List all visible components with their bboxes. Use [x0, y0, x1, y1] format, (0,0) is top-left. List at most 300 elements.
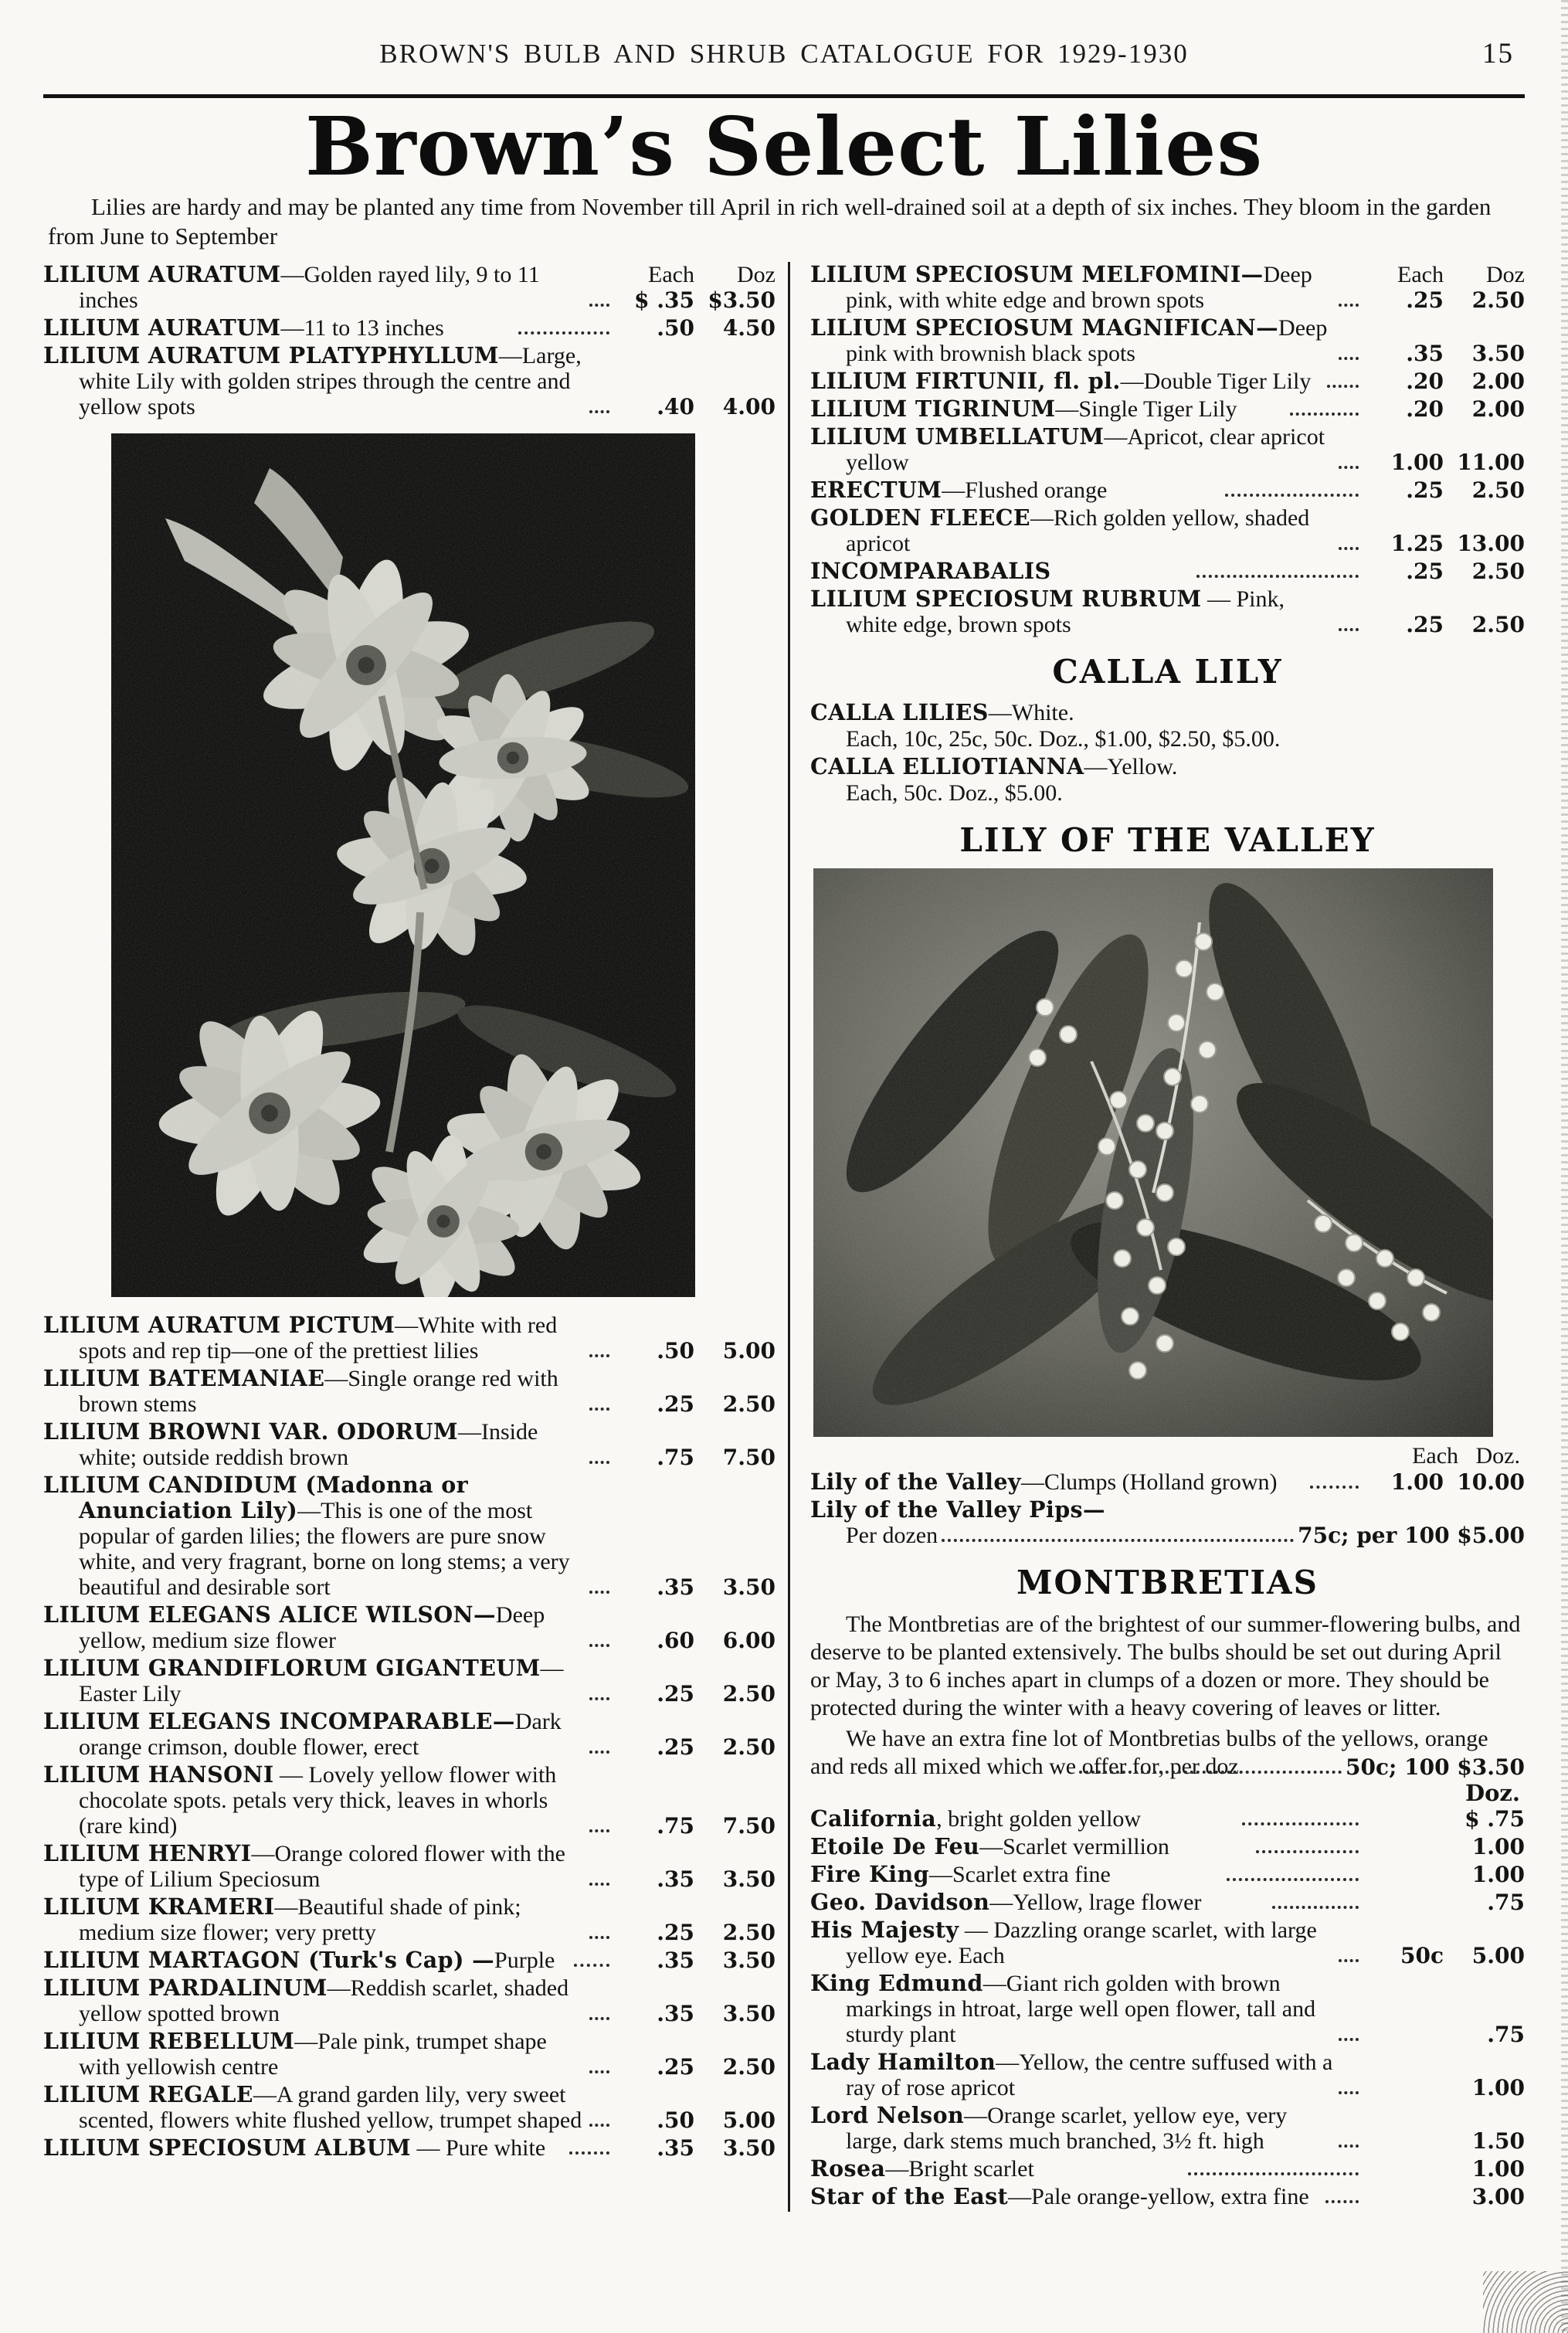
- variety-description: —White with red spots and rep tip—one of the prettiest lilies: [79, 1313, 558, 1364]
- variety-description: —Yellow, the centre suffused with a ray of rose apricot: [846, 2049, 1333, 2101]
- variety-description: —This is one of the most popular of garden lilies; the flowers are pure snow white, and very fragrant, borne on long stems; a very beautiful and desirable sort: [79, 1498, 570, 1601]
- price-doz: $ .75: [1464, 1806, 1526, 1832]
- lily-of-the-valley-heading: LILY OF THE VALLEY: [959, 821, 1376, 860]
- dotted-leader: [589, 410, 609, 413]
- price-list-entry: [43, 1709, 776, 1760]
- dotted-leader: [1325, 2200, 1359, 2203]
- dotted-leader: [589, 2070, 609, 2073]
- variety-name: Lord Nelson: [810, 2102, 965, 2129]
- price-each: .35: [1406, 341, 1444, 367]
- variety-name: LILIUM HENRYI: [43, 1840, 252, 1867]
- price-list-entry: [810, 2156, 1525, 2182]
- price-doz: 1.00: [1471, 1862, 1525, 1888]
- price-each: .25: [657, 1734, 694, 1761]
- dotted-leader: [589, 1408, 609, 1411]
- scan-corner-noise: [1483, 2271, 1568, 2333]
- price-list-entry: [810, 1806, 1525, 1832]
- prices: [1363, 477, 1525, 503]
- variety-description: —Inside white; outside reddish brown: [79, 1419, 538, 1471]
- dotted-leader: [589, 1354, 609, 1357]
- variety-name: ERECTUM: [810, 477, 942, 504]
- variety-name: Lady Hamilton: [810, 2049, 996, 2076]
- variety-description: —Easter Lily: [79, 1656, 564, 1707]
- variety-name: LILIUM ELEGANS ALICE WILSON—: [43, 1601, 496, 1628]
- variety-description: — Pink, white edge, brown spots: [846, 586, 1285, 638]
- left-column: [43, 262, 790, 2212]
- prices: [613, 1338, 776, 1363]
- price-doz: 3.50: [722, 1574, 776, 1601]
- variety-name: LILIUM CANDIDUM (Madonna or Anunciation Lily): [43, 1472, 469, 1524]
- price-detail: Each, 50c. Doz., $5.00.: [846, 780, 1063, 807]
- variety-description: Deep pink with brownish black spots: [846, 315, 1328, 367]
- calla-lily-list: [810, 700, 1525, 806]
- page-title: Brown’s Select Lilies: [304, 99, 1264, 194]
- montbretias-heading: MONTBRETIAS: [1016, 1564, 1319, 1602]
- price-each: .50: [657, 1338, 694, 1364]
- dotted-leader: [574, 1964, 609, 1967]
- dotted-leader: [589, 1883, 609, 1886]
- intro-paragraph: Lilies are hardy and may be planted any time from November till April in rich well-drained soil at a depth of six inches. They bloom in the garden from June to September: [48, 193, 1492, 250]
- prices: [1363, 287, 1525, 313]
- dotted-leader: [589, 1644, 609, 1647]
- dotted-leader: [1339, 2145, 1359, 2148]
- price-each: .25: [1406, 477, 1444, 504]
- prices: [1363, 2184, 1525, 2209]
- price-doz: .75: [1487, 1890, 1526, 1916]
- price-list-entry: [43, 315, 776, 341]
- dotted-leader: [518, 331, 609, 334]
- variety-name: LILIUM BATEMANIAE: [43, 1365, 325, 1392]
- prices: [1363, 1806, 1525, 1832]
- price-each: .25: [1406, 559, 1444, 585]
- price-doz: 13.00: [1457, 531, 1525, 557]
- prices: [1363, 2156, 1525, 2182]
- running-header: [43, 32, 1525, 74]
- variety-description: —White.: [988, 700, 1074, 726]
- price-list-entry: [43, 2029, 776, 2080]
- variety-description: —Double Tiger Lily: [1120, 368, 1312, 395]
- variety-description: —Yellow, lrage flower: [989, 1890, 1202, 1916]
- variety-description: —Flushed orange: [942, 477, 1108, 504]
- dotted-leader: [569, 2151, 609, 2155]
- variety-name: King Edmund: [810, 1970, 983, 1997]
- price-list-entry: [43, 1419, 776, 1470]
- variety-name: His Majesty: [810, 1917, 959, 1944]
- dotted-leader: [589, 2017, 609, 2020]
- variety-name: LILIUM SPECIOSUM ALBUM: [43, 2134, 411, 2162]
- price-list-entry: [43, 343, 776, 419]
- price-column-header: Doz: [737, 262, 776, 288]
- lily-of-the-valley-photo: [813, 868, 1493, 1437]
- price-each: $ .35: [634, 287, 694, 314]
- price-list-entry: [810, 1497, 1525, 1548]
- price-list-entry: [43, 1841, 776, 1892]
- variety-description: Dark orange crimson, double flower, erect: [79, 1709, 562, 1761]
- price-doz: 7.50: [722, 1813, 776, 1839]
- prices: [1363, 559, 1525, 584]
- price-list-entry: [810, 424, 1525, 475]
- price-list-entry: [43, 1948, 776, 1973]
- variety-description: —Bright scarlet: [885, 2156, 1034, 2182]
- dotted-leader: [1339, 2038, 1359, 2041]
- price-doz: 2.50: [722, 2054, 776, 2080]
- prices: [613, 315, 776, 341]
- variety-name: LILIUM AURATUM PLATYPHYLLUM: [43, 342, 499, 369]
- price-doz: .75: [1487, 2022, 1525, 2048]
- price-doz: $3.50: [708, 287, 776, 314]
- price-doz: 11.00: [1457, 450, 1525, 476]
- variety-name: Etoile De Feu: [810, 1833, 980, 1860]
- prices: [613, 1948, 776, 1973]
- right-column: [790, 262, 1525, 2212]
- variety-name: LILIUM PARDALINUM: [43, 1975, 328, 2002]
- prices: [613, 1920, 776, 1945]
- price-list-entry: [43, 262, 776, 313]
- price-column-header: Each: [648, 262, 694, 288]
- variety-name: LILIUM REBELLUM: [43, 2028, 295, 2055]
- prices: [613, 1445, 776, 1470]
- price-list-entry: [43, 1656, 776, 1706]
- prices: [1363, 1834, 1525, 1859]
- price-list-entry: [810, 1971, 1525, 2047]
- price-list-entry: [810, 477, 1525, 503]
- price-each: .25: [1406, 287, 1444, 314]
- prices: [1363, 1890, 1525, 1915]
- prices: [613, 394, 776, 419]
- price-doz: 2.50: [722, 1681, 776, 1707]
- dotted-leader: [1339, 357, 1359, 360]
- price-doz: 2.50: [722, 1734, 776, 1761]
- variety-name: LILIUM REGALE: [43, 2081, 253, 2108]
- price-doz: 6.00: [722, 1628, 776, 1654]
- price-each: 1.25: [1390, 531, 1444, 557]
- price-each: .25: [657, 2054, 694, 2080]
- variety-name: LILIUM UMBELLATUM: [810, 423, 1105, 450]
- dotted-leader: [1242, 1822, 1359, 1825]
- price-each: 1.00: [1390, 1469, 1444, 1496]
- prices: [613, 2054, 776, 2080]
- dotted-leader: [589, 1461, 609, 1464]
- price-list-entry: [43, 1366, 776, 1417]
- variety-name: LILIUM TIGRINUM: [810, 396, 1056, 423]
- dotted-leader: [589, 1751, 609, 1754]
- dotted-leader: [1310, 1486, 1359, 1489]
- dotted-leader: [1079, 1771, 1342, 1774]
- prices: [613, 1681, 776, 1706]
- variety-description: Purple: [494, 1948, 555, 1974]
- price-each: .20: [1406, 368, 1444, 395]
- variety-name: Fire King: [810, 1861, 929, 1888]
- variety-description: —Pale orange-yellow, extra fine: [1008, 2184, 1309, 2210]
- variety-name: LILIUM SPECIOSUM RUBRUM: [810, 586, 1202, 613]
- variety-description: —Scarlet vermillion: [979, 1834, 1169, 1860]
- price-each: .50: [657, 315, 695, 341]
- variety-name: LILIUM MARTAGON (Turk's Cap) —: [43, 1947, 495, 1974]
- price-list-entry: [43, 1313, 776, 1363]
- variety-description: —Clumps (Holland grown): [1020, 1469, 1278, 1496]
- prices: [1363, 2075, 1525, 2100]
- price-doz: 2.00: [1471, 396, 1525, 423]
- variety-name: Lily of the Valley: [810, 1469, 1021, 1496]
- prices: [613, 287, 776, 313]
- dotted-leader: [589, 2124, 609, 2127]
- prices: [613, 1391, 776, 1417]
- price-doz: 5.00: [1471, 1943, 1525, 1969]
- price-doz: 1.00: [1471, 2075, 1525, 2101]
- prices: [1363, 2128, 1525, 2154]
- price-doz: 5.00: [722, 2107, 776, 2134]
- price-list-entry: [810, 1862, 1525, 1887]
- montbretias-paragraph-1: The Montbretias are of the brightest of our summer-flowering bulbs, and deserve to be planted extensively. The bulbs should be set out during April or May, 3 to 6 inches apart in clumps of a dozen or more. They should be protected during the winter with a heavy covering of leaves or litter.: [810, 1611, 1521, 1721]
- variety-description: —Golden rayed lily, 9 to 11 inches: [79, 262, 540, 314]
- variety-name: LILIUM KRAMERI: [43, 1893, 275, 1920]
- prices: [613, 1628, 776, 1653]
- lilium-price-list-main: [43, 1313, 776, 2161]
- variety-description: — Pure white: [411, 2135, 546, 2162]
- price-column-header: Doz: [1486, 262, 1525, 288]
- variety-name: Rosea: [810, 2155, 886, 2182]
- variety-description: Deep yellow, medium size flower: [79, 1602, 545, 1654]
- dotted-leader: [1196, 575, 1359, 578]
- variety-description: , bright golden yellow: [936, 1806, 1142, 1832]
- prices: [1363, 396, 1525, 422]
- price-doz: 1.00: [1471, 1834, 1526, 1860]
- variety-name: LILIUM AURATUM: [43, 314, 281, 341]
- montbretias-offer-price: 50c; 100 $3.50: [1346, 1754, 1525, 1781]
- variety-description: —Orange scarlet, yellow eye, very large, dark stems much branched, 3½ ft. high: [846, 2103, 1288, 2155]
- prices: [613, 2135, 776, 2161]
- catalogue-title: BROWN'S BULB AND SHRUB CATALOGUE FOR 1929-1930: [379, 39, 1189, 69]
- price-list-entry: [810, 1469, 1525, 1495]
- dotted-leader: [589, 1697, 609, 1700]
- price-doz: 2.50: [722, 1391, 776, 1418]
- variety-description: —Apricot, clear apricot yellow: [846, 424, 1325, 476]
- variety-description: —11 to 13 inches: [280, 315, 444, 341]
- price-each: .35: [657, 2001, 694, 2027]
- prices: [613, 1813, 776, 1839]
- variety-name: Star of the East: [810, 2183, 1009, 2210]
- price-list-entry: [810, 2049, 1525, 2100]
- price-doz: 2.50: [722, 1920, 776, 1946]
- variety-description: —Rich golden yellow, shaded apricot: [846, 505, 1310, 557]
- price-list-entry: [43, 2082, 776, 2133]
- price-doz: 3.50: [722, 2001, 776, 2027]
- price-list-entry: [810, 505, 1525, 556]
- price-doz: 4.00: [722, 394, 776, 420]
- price-doz: 10.00: [1457, 1469, 1525, 1496]
- lilium-price-list-top: [43, 262, 776, 419]
- price-each: .35: [657, 1948, 694, 1974]
- variety-description: —Yellow.: [1084, 754, 1178, 780]
- price-list-entry: [810, 586, 1525, 637]
- prices: [1363, 2022, 1525, 2047]
- price-column-headers: [1363, 262, 1525, 287]
- dotted-leader: [1339, 304, 1359, 307]
- price-each: .25: [657, 1681, 694, 1707]
- variety-name: California: [810, 1805, 937, 1832]
- price-doz: 3.50: [722, 2135, 776, 2162]
- variety-name: LILIUM AURATUM PICTUM: [43, 1312, 395, 1339]
- dotted-leader: [1339, 547, 1359, 550]
- prices: [613, 1734, 776, 1760]
- price-each: .60: [657, 1628, 694, 1654]
- price-doz: 4.50: [722, 315, 776, 341]
- variety-description: —Single Tiger Lily: [1055, 396, 1237, 423]
- price-doz: 2.00: [1471, 368, 1525, 395]
- dotted-leader: [1339, 466, 1359, 469]
- variety-name: Geo. Davidson: [810, 1889, 990, 1916]
- variety-description: —Large, white Lily with golden stripes through the centre and yellow spots: [79, 343, 582, 420]
- price-list-entry: [810, 2103, 1525, 2154]
- price-each: .35: [657, 2135, 695, 2162]
- price-doz: 5.00: [722, 1338, 776, 1364]
- price-each: 1.00: [1390, 450, 1444, 476]
- price-list-entry: [43, 1472, 776, 1600]
- page-number: 15: [1482, 38, 1514, 70]
- variety-description: —Pale pink, trumpet shape with yellowish centre: [79, 2029, 547, 2080]
- price-list-entry: [43, 1894, 776, 1945]
- price-each: .25: [1406, 612, 1444, 638]
- prices: [613, 2107, 776, 2133]
- prices: [1363, 450, 1525, 475]
- prices: [1363, 612, 1525, 637]
- variety-name: LILIUM ELEGANS INCOMPARABLE—: [43, 1708, 515, 1735]
- variety-name: LILIUM GRANDIFLORUM GIGANTEUM: [43, 1655, 541, 1682]
- price-each: .40: [657, 394, 694, 420]
- price-list-entry: [810, 368, 1525, 394]
- variety-name: LILIUM SPECIOSUM MELFOMINI—: [810, 261, 1264, 288]
- price-each: .25: [657, 1920, 694, 1946]
- variety-description: —Giant rich golden with brown markings in htroat, large well open flower, tall and sturdy plant: [846, 1971, 1316, 2048]
- dotted-leader: [1339, 628, 1359, 631]
- price-each: 50c: [1400, 1943, 1444, 1969]
- price-list-entry: [810, 1834, 1525, 1859]
- price-list-entry: [810, 396, 1525, 422]
- lotv-price-columns-header: Each Doz.: [1412, 1443, 1520, 1469]
- variety-name: Lily of the Valley Pips—: [810, 1496, 1105, 1523]
- dotted-leader: [589, 1591, 609, 1594]
- price-doz: 1.00: [1471, 2156, 1526, 2182]
- price-list-entry: [810, 559, 1525, 584]
- variety-description: — Dazzling orange scarlet, with large yellow eye. Each: [846, 1917, 1317, 1969]
- lilium-auratum-photo: [111, 433, 695, 1297]
- price-column-headers: [613, 262, 776, 287]
- variety-description: —Scarlet extra fine: [928, 1862, 1111, 1888]
- montbretias-paragraph-2-text: We have an extra fine lot of Montbretias bulbs of the yellows, orange and reds all mixed which we offer for, per doz: [810, 1726, 1488, 1780]
- dotted-leader: [1227, 1878, 1359, 1881]
- montbretias-doz-header: Doz.: [1464, 1780, 1520, 1807]
- price-doz: 3.50: [722, 1866, 776, 1893]
- prices: [1363, 1862, 1525, 1887]
- lily-of-the-valley-list: [810, 1469, 1525, 1548]
- two-column-layout: [43, 262, 1525, 2212]
- dotted-leader: [1256, 1850, 1359, 1853]
- price-doz: 3.50: [1471, 341, 1525, 367]
- dotted-leader: [1188, 2172, 1359, 2175]
- variety-name: CALLA LILIES: [810, 699, 989, 726]
- dotted-leader: [1327, 385, 1359, 388]
- price-doz: 2.50: [1471, 287, 1525, 314]
- price-doz: 3.00: [1471, 2184, 1525, 2210]
- prices: [1363, 531, 1525, 556]
- variety-name: GOLDEN FLEECE: [810, 504, 1030, 531]
- calla-lily-heading: CALLA LILY: [1052, 653, 1283, 691]
- price-list-entry: [43, 2135, 776, 2161]
- prices: [1363, 1943, 1525, 1968]
- dotted-leader: [1272, 1906, 1359, 1909]
- variety-name: LILIUM BROWNI VAR. ODORUM: [43, 1418, 458, 1445]
- prices: [1363, 1469, 1525, 1495]
- variety-name: LILIUM AURATUM: [43, 261, 281, 288]
- price-each: .75: [657, 1813, 694, 1839]
- price-tail: 75c; per 100 $5.00: [1298, 1523, 1525, 1549]
- montbretias-list: [810, 1806, 1525, 2209]
- price-list-entry: [810, 2184, 1525, 2209]
- price-list-entry: [810, 1917, 1525, 1968]
- variety-name: CALLA ELLIOTIANNA: [810, 753, 1084, 780]
- dotted-leader: [1290, 413, 1359, 416]
- price-doz: 7.50: [722, 1445, 776, 1471]
- price-list-entry: [43, 1762, 776, 1839]
- price-list-entry: [43, 1975, 776, 2026]
- price-list-entry: [43, 1602, 776, 1653]
- price-list-entry: [810, 700, 1525, 752]
- prices: [613, 1866, 776, 1892]
- variety-name: INCOMPARABALIS: [810, 558, 1051, 585]
- dotted-leader: [942, 1539, 1294, 1542]
- price-doz: 2.50: [1471, 612, 1525, 638]
- variety-name: LILIUM FIRTUNII, fl. pl.: [810, 368, 1121, 395]
- dotted-leader: [589, 304, 609, 307]
- price-list-entry: [810, 315, 1525, 366]
- variety-name: LILIUM HANSONI: [43, 1761, 274, 1788]
- dotted-leader: [1339, 2091, 1359, 2094]
- prices: [613, 1574, 776, 1600]
- price-column-header: Each: [1397, 262, 1444, 288]
- variety-description: —Reddish scarlet, shaded yellow spotted brown: [79, 1975, 569, 2027]
- price-each: .20: [1406, 396, 1444, 423]
- price-each: .25: [657, 1391, 694, 1418]
- variety-description: —Single orange red with brown stems: [79, 1366, 558, 1418]
- price-list-entry: [810, 1890, 1525, 1915]
- variety-name: LILIUM SPECIOSUM MAGNIFICAN—: [810, 314, 1279, 341]
- dotted-leader: [1225, 494, 1359, 497]
- price-subline: Per dozen: [846, 1523, 938, 1549]
- price-doz: 1.50: [1471, 2128, 1525, 2155]
- variety-description: — Lovely yellow flower with chocolate spots. petals very thick, leaves in whorls (rare kind): [79, 1762, 557, 1839]
- price-each: .75: [657, 1445, 694, 1471]
- variety-description: —Orange colored flower with the type of Lilium Speciosum: [79, 1841, 565, 1893]
- price-list-entry: [810, 262, 1525, 313]
- variety-description: —A grand garden lily, very sweet scented, flowers white flushed yellow, trumpet shaped: [79, 2082, 582, 2134]
- header-rule: [43, 94, 1525, 98]
- price-doz: 2.50: [1471, 477, 1525, 504]
- dotted-leader: [1339, 1959, 1359, 1962]
- variety-description: —Beautiful shade of pink; medium size flower; very pretty: [79, 1894, 521, 1946]
- variety-description: Deep pink, with white edge and brown spots: [846, 262, 1312, 314]
- prices: [1363, 341, 1525, 366]
- price-doz: 2.50: [1471, 559, 1525, 585]
- price-detail: Each, 10c, 25c, 50c. Doz., $1.00, $2.50, $5.00.: [846, 726, 1281, 752]
- prices: [1363, 368, 1525, 394]
- dotted-leader: [589, 1936, 609, 1939]
- price-doz: 3.50: [722, 1948, 776, 1974]
- price-list-entry: [810, 754, 1525, 806]
- dotted-leader: [589, 1829, 609, 1832]
- price-each: .35: [657, 1866, 694, 1893]
- price-each: .50: [657, 2107, 694, 2134]
- prices: [613, 2001, 776, 2026]
